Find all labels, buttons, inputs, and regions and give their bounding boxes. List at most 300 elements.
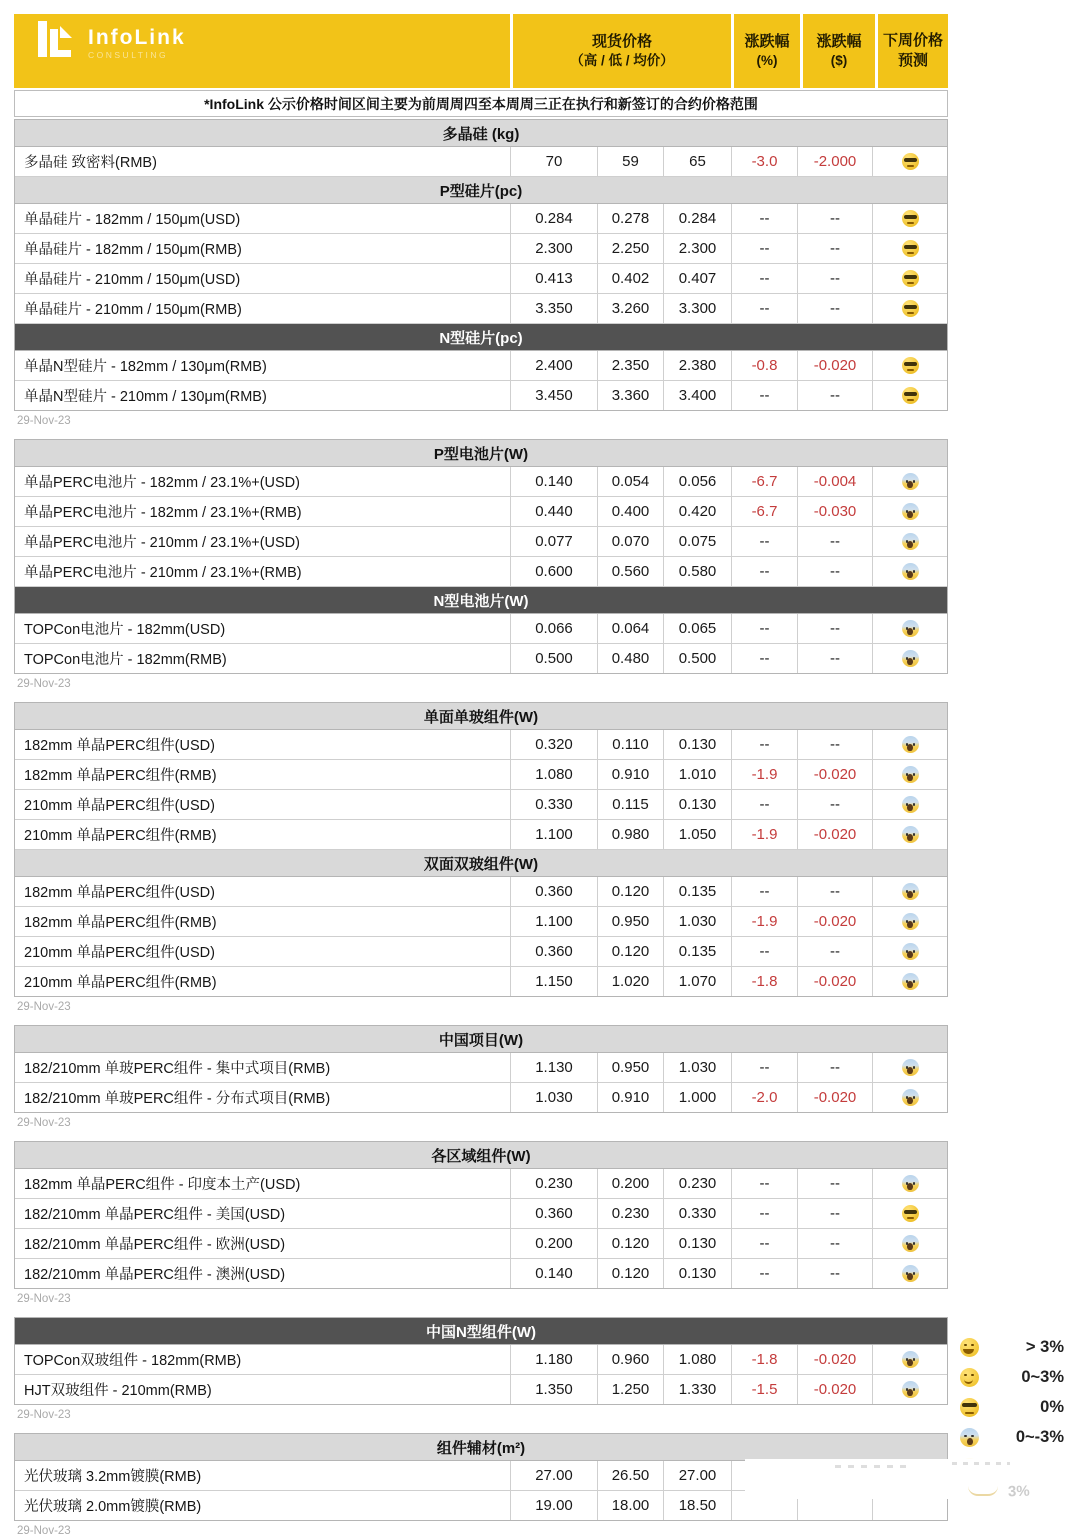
date-label: 29-Nov-23	[17, 1001, 71, 1013]
price-period-note: *InfoLink 公示价格时间区间主要为前周周四至本周周三正在执行和新签订的合约价格范围	[14, 90, 948, 117]
table-row	[15, 790, 947, 820]
change-usd: -0.020	[798, 907, 873, 936]
price-high: 0.500	[511, 644, 598, 673]
date-label: 29-Nov-23	[17, 1525, 71, 1537]
section-header: 中国N型组件(W)	[15, 1318, 947, 1345]
price-table-block	[14, 1317, 948, 1421]
forecast-cell	[873, 1083, 947, 1112]
section-header: N型硅片(pc)	[15, 324, 947, 351]
forecast-cell	[873, 381, 947, 410]
brand-subtitle: CONSULTING	[88, 49, 169, 60]
product-label: 182mm 单晶PERC组件(RMB)	[15, 760, 511, 789]
forecast-cool-icon	[902, 387, 919, 404]
forecast-cool-icon	[902, 1205, 919, 1222]
change-usd: --	[798, 264, 873, 293]
table-row	[15, 907, 947, 937]
product-label: 182mm 单晶PERC组件 - 印度本土产(USD)	[15, 1169, 511, 1198]
product-label: 光伏玻璃 2.0mm镀膜(RMB)	[15, 1491, 511, 1520]
change-pct: --	[732, 527, 798, 556]
change-usd: -0.030	[798, 497, 873, 526]
product-label: TOPCon电池片 - 182mm(RMB)	[15, 644, 511, 673]
forecast-cell	[873, 147, 947, 176]
forecast-cool-icon	[902, 153, 919, 170]
change-pct: -1.9	[732, 820, 798, 849]
price-high: 2.400	[511, 351, 598, 380]
table-row	[15, 820, 947, 850]
legend-item	[960, 1422, 1070, 1452]
forecast-scream-icon	[902, 913, 919, 930]
forecast-cell	[873, 204, 947, 233]
price-low: 0.115	[598, 790, 664, 819]
forecast-scream-icon	[902, 650, 919, 667]
price-avg: 0.500	[664, 644, 732, 673]
product-label: 单晶硅片 - 182mm / 150μm(USD)	[15, 204, 511, 233]
table-row	[15, 730, 947, 760]
price-avg: 1.080	[664, 1345, 732, 1374]
change-usd: --	[798, 790, 873, 819]
date-label: 29-Nov-23	[17, 1293, 71, 1305]
price-avg: 1.330	[664, 1375, 732, 1404]
change-pct: --	[732, 1053, 798, 1082]
change-usd: --	[798, 234, 873, 263]
price-low: 0.120	[598, 937, 664, 966]
change-pct: --	[732, 1229, 798, 1258]
price-avg: 0.130	[664, 790, 732, 819]
erased-text-fragment: 3%	[1007, 1482, 1030, 1501]
forecast-cell	[873, 1375, 947, 1404]
change-usd: --	[798, 937, 873, 966]
price-low: 0.400	[598, 497, 664, 526]
product-label: 单晶硅片 - 182mm / 150μm(RMB)	[15, 234, 511, 263]
table-row	[15, 557, 947, 587]
change-pct: --	[732, 234, 798, 263]
price-low: 0.960	[598, 1345, 664, 1374]
table-row	[15, 264, 947, 294]
forecast-scream-icon	[902, 943, 919, 960]
forecast-cell	[873, 351, 947, 380]
section-header: 中国项目(W)	[15, 1026, 947, 1053]
forecast-cell	[873, 967, 947, 996]
forecast-scream-icon	[902, 1059, 919, 1076]
product-label: 多晶硅 致密料(RMB)	[15, 147, 511, 176]
forecast-cell	[873, 1259, 947, 1288]
legend-label: 0~3%	[1021, 1367, 1064, 1386]
price-avg: 18.50	[664, 1491, 732, 1520]
price-high: 70	[511, 147, 598, 176]
section-header: 多晶硅 (kg)	[15, 120, 947, 147]
change-usd: --	[798, 730, 873, 759]
price-avg: 1.030	[664, 907, 732, 936]
price-high: 0.066	[511, 614, 598, 643]
legend-label: 0~-3%	[1015, 1427, 1064, 1446]
price-table	[14, 702, 948, 997]
change-pct: --	[732, 937, 798, 966]
change-usd-unit: ($)	[830, 53, 848, 68]
product-label: 单晶硅片 - 210mm / 150μm(USD)	[15, 264, 511, 293]
forecast-scream-icon	[902, 1175, 919, 1192]
price-avg: 1.030	[664, 1053, 732, 1082]
section-header: P型电池片(W)	[15, 440, 947, 467]
price-avg: 1.000	[664, 1083, 732, 1112]
change-pct: -6.7	[732, 467, 798, 496]
column-header-forecast	[878, 14, 948, 88]
product-label: 210mm 单晶PERC组件(RMB)	[15, 820, 511, 849]
forecast-cell	[873, 467, 947, 496]
product-label: 单晶PERC电池片 - 210mm / 23.1%+(USD)	[15, 527, 511, 556]
price-avg: 0.284	[664, 204, 732, 233]
change-usd: -2.000	[798, 147, 873, 176]
change-pct: -6.7	[732, 497, 798, 526]
price-table	[14, 1025, 948, 1113]
forecast-cool-icon	[902, 210, 919, 227]
price-low: 0.110	[598, 730, 664, 759]
table-row	[15, 204, 947, 234]
price-low: 0.980	[598, 820, 664, 849]
price-high: 0.413	[511, 264, 598, 293]
price-table	[14, 119, 948, 411]
scream-emoji-icon	[960, 1428, 979, 1447]
table-row	[15, 877, 947, 907]
change-usd: --	[798, 1199, 873, 1228]
product-label: 182mm 单晶PERC组件(USD)	[15, 730, 511, 759]
forecast-scream-icon	[902, 1235, 919, 1252]
price-low: 0.950	[598, 907, 664, 936]
change-pct: --	[732, 204, 798, 233]
product-label: 光伏玻璃 3.2mm镀膜(RMB)	[15, 1461, 511, 1490]
price-high: 1.080	[511, 760, 598, 789]
price-low: 3.360	[598, 381, 664, 410]
price-high: 3.450	[511, 381, 598, 410]
erased-area	[955, 1455, 1080, 1477]
product-label: 210mm 单晶PERC组件(RMB)	[15, 967, 511, 996]
legend-label: > 3%	[1025, 1337, 1064, 1356]
section-header: N型电池片(W)	[15, 587, 947, 614]
forecast-cell	[873, 557, 947, 586]
price-avg: 1.050	[664, 820, 732, 849]
price-high: 0.077	[511, 527, 598, 556]
price-high: 0.284	[511, 204, 598, 233]
forecast-scream-icon	[902, 1351, 919, 1368]
price-avg: 0.130	[664, 1229, 732, 1258]
price-avg: 1.010	[664, 760, 732, 789]
price-low: 1.020	[598, 967, 664, 996]
table-row	[15, 760, 947, 790]
table-row	[15, 381, 947, 410]
section-header: 组件辅材(m²)	[15, 1434, 947, 1461]
price-low: 0.054	[598, 467, 664, 496]
price-high: 1.130	[511, 1053, 598, 1082]
forecast-title-line2: 预测	[897, 52, 928, 69]
forecast-cell	[873, 877, 947, 906]
forecast-scream-icon	[902, 620, 919, 637]
product-label: TOPCon双玻组件 - 182mm(RMB)	[15, 1345, 511, 1374]
price-low: 0.950	[598, 1053, 664, 1082]
change-usd: -0.020	[798, 351, 873, 380]
table-row	[15, 1229, 947, 1259]
price-avg: 2.380	[664, 351, 732, 380]
section-header: 各区域组件(W)	[15, 1142, 947, 1169]
forecast-cell	[873, 1345, 947, 1374]
product-label: 210mm 单晶PERC组件(USD)	[15, 937, 511, 966]
table-row	[15, 1169, 947, 1199]
price-avg: 0.065	[664, 614, 732, 643]
forecast-cell	[873, 614, 947, 643]
price-high: 2.300	[511, 234, 598, 263]
price-high: 0.360	[511, 1199, 598, 1228]
spot-price-title: 现货价格	[591, 33, 652, 50]
forecast-scream-icon	[902, 473, 919, 490]
legend-item	[960, 1362, 1070, 1392]
price-avg: 0.580	[664, 557, 732, 586]
price-high: 3.350	[511, 294, 598, 323]
price-avg: 0.130	[664, 730, 732, 759]
change-usd: -0.020	[798, 760, 873, 789]
forecast-cell	[873, 760, 947, 789]
price-high: 1.180	[511, 1345, 598, 1374]
price-low: 0.070	[598, 527, 664, 556]
change-usd: -0.020	[798, 1375, 873, 1404]
change-pct: --	[732, 1259, 798, 1288]
table-blocks	[14, 119, 948, 1537]
product-label: HJT双玻组件 - 210mm(RMB)	[15, 1375, 511, 1404]
change-usd: --	[798, 294, 873, 323]
table-row	[15, 1375, 947, 1404]
price-low: 0.910	[598, 1083, 664, 1112]
cool-emoji-icon	[960, 1398, 979, 1417]
table-row	[15, 937, 947, 967]
price-low: 26.50	[598, 1461, 664, 1490]
section-header: P型硅片(pc)	[15, 177, 947, 204]
price-high: 0.200	[511, 1229, 598, 1258]
change-pct: -1.8	[732, 1345, 798, 1374]
price-low: 0.230	[598, 1199, 664, 1228]
forecast-title-line1: 下周价格	[882, 32, 943, 49]
change-usd: --	[798, 1169, 873, 1198]
price-low: 0.120	[598, 1259, 664, 1288]
table-row	[15, 644, 947, 673]
price-high: 0.140	[511, 467, 598, 496]
price-high: 0.320	[511, 730, 598, 759]
price-table-block	[14, 1025, 948, 1129]
change-usd: --	[798, 614, 873, 643]
change-pct: -1.8	[732, 967, 798, 996]
price-high: 0.360	[511, 937, 598, 966]
change-pct: -1.5	[732, 1375, 798, 1404]
product-label: 单晶PERC电池片 - 182mm / 23.1%+(USD)	[15, 467, 511, 496]
change-usd: --	[798, 1053, 873, 1082]
price-avg: 3.300	[664, 294, 732, 323]
date-label: 29-Nov-23	[17, 1117, 71, 1129]
change-pct: --	[732, 381, 798, 410]
price-table-block	[14, 439, 948, 690]
section-header: 双面双玻组件(W)	[15, 850, 947, 877]
change-usd: --	[798, 877, 873, 906]
erased-smudge	[835, 1465, 913, 1468]
forecast-cool-icon	[902, 240, 919, 257]
price-avg: 0.075	[664, 527, 732, 556]
price-table-block	[14, 119, 948, 427]
price-table	[14, 1141, 948, 1289]
legend-label: 0%	[1040, 1397, 1064, 1416]
price-high: 0.140	[511, 1259, 598, 1288]
forecast-scream-icon	[902, 533, 919, 550]
product-label: 210mm 单晶PERC组件(USD)	[15, 790, 511, 819]
price-low: 1.250	[598, 1375, 664, 1404]
change-usd: --	[798, 381, 873, 410]
price-low: 0.120	[598, 877, 664, 906]
price-table	[14, 1317, 948, 1405]
price-low: 2.350	[598, 351, 664, 380]
infolink-logo-icon	[34, 18, 78, 69]
change-pct: -3.0	[732, 147, 798, 176]
price-avg: 0.130	[664, 1259, 732, 1288]
column-header-change-pct	[734, 14, 800, 88]
price-avg: 0.407	[664, 264, 732, 293]
forecast-scream-icon	[902, 736, 919, 753]
change-pct: --	[732, 730, 798, 759]
change-pct: --	[732, 1169, 798, 1198]
change-pct: --	[732, 1199, 798, 1228]
forecast-scream-icon	[902, 503, 919, 520]
table-row	[15, 294, 947, 324]
change-usd: --	[798, 644, 873, 673]
forecast-scream-icon	[902, 973, 919, 990]
table-row	[15, 467, 947, 497]
price-sheet	[14, 14, 948, 1537]
price-high: 27.00	[511, 1461, 598, 1490]
table-row	[15, 147, 947, 177]
change-usd: --	[798, 1229, 873, 1258]
price-avg: 65	[664, 147, 732, 176]
price-avg: 0.056	[664, 467, 732, 496]
price-low: 0.402	[598, 264, 664, 293]
forecast-cell	[873, 730, 947, 759]
change-pct: --	[732, 557, 798, 586]
date-label: 29-Nov-23	[17, 415, 71, 427]
price-table-block	[14, 1141, 948, 1305]
forecast-cell	[873, 907, 947, 936]
price-avg: 0.420	[664, 497, 732, 526]
erased-smudge	[952, 1462, 1010, 1465]
forecast-scream-icon	[902, 563, 919, 580]
column-header-spot-price	[513, 14, 731, 88]
product-label: 单晶PERC电池片 - 210mm / 23.1%+(RMB)	[15, 557, 511, 586]
forecast-cell	[873, 1053, 947, 1082]
product-label: 182/210mm 单晶PERC组件 - 澳洲(USD)	[15, 1259, 511, 1288]
forecast-scream-icon	[902, 883, 919, 900]
table-row	[15, 234, 947, 264]
price-avg: 0.330	[664, 1199, 732, 1228]
product-label: TOPCon电池片 - 182mm(USD)	[15, 614, 511, 643]
forecast-cool-icon	[902, 357, 919, 374]
price-high: 1.100	[511, 820, 598, 849]
table-row	[15, 1199, 947, 1229]
price-avg: 2.300	[664, 234, 732, 263]
table-row	[15, 614, 947, 644]
forecast-cell	[873, 1199, 947, 1228]
price-high: 0.330	[511, 790, 598, 819]
price-avg: 3.400	[664, 381, 732, 410]
change-pct: -2.0	[732, 1083, 798, 1112]
table-row	[15, 1345, 947, 1375]
change-pct: -0.8	[732, 351, 798, 380]
change-pct: -1.9	[732, 907, 798, 936]
product-label: 单晶N型硅片 - 182mm / 130μm(RMB)	[15, 351, 511, 380]
price-high: 19.00	[511, 1491, 598, 1520]
change-pct: --	[732, 614, 798, 643]
forecast-cell	[873, 790, 947, 819]
brand-block	[14, 14, 510, 88]
price-avg: 0.135	[664, 937, 732, 966]
change-pct: --	[732, 877, 798, 906]
forecast-cell	[873, 497, 947, 526]
table-row	[15, 1083, 947, 1112]
price-low: 0.064	[598, 614, 664, 643]
price-high: 0.440	[511, 497, 598, 526]
forecast-cool-icon	[902, 300, 919, 317]
change-pct: --	[732, 644, 798, 673]
forecast-scream-icon	[902, 1089, 919, 1106]
price-high: 1.350	[511, 1375, 598, 1404]
price-avg: 0.135	[664, 877, 732, 906]
price-low: 2.250	[598, 234, 664, 263]
change-usd: --	[798, 527, 873, 556]
price-high: 1.150	[511, 967, 598, 996]
change-pct: -1.9	[732, 760, 798, 789]
change-usd: -0.020	[798, 967, 873, 996]
legend-item	[960, 1332, 1070, 1362]
table-row	[15, 1259, 947, 1288]
price-low: 0.480	[598, 644, 664, 673]
forecast-cell	[873, 937, 947, 966]
price-avg: 1.070	[664, 967, 732, 996]
table-row	[15, 527, 947, 557]
change-pct-title: 涨跌幅	[744, 33, 790, 50]
price-low: 0.200	[598, 1169, 664, 1198]
forecast-cell	[873, 234, 947, 263]
table-row	[15, 967, 947, 996]
forecast-scream-icon	[902, 826, 919, 843]
forecast-scream-icon	[902, 1381, 919, 1398]
price-high: 1.100	[511, 907, 598, 936]
change-usd: -0.004	[798, 467, 873, 496]
column-header-change-usd	[803, 14, 875, 88]
product-label: 182mm 单晶PERC组件(USD)	[15, 877, 511, 906]
table-row	[15, 1053, 947, 1083]
table-row	[15, 497, 947, 527]
change-pct-unit: (%)	[756, 53, 778, 68]
price-low: 0.278	[598, 204, 664, 233]
price-avg: 27.00	[664, 1461, 732, 1490]
forecast-scream-icon	[902, 766, 919, 783]
forecast-cell	[873, 1169, 947, 1198]
price-low: 59	[598, 147, 664, 176]
product-label: 182/210mm 单玻PERC组件 - 集中式项目(RMB)	[15, 1053, 511, 1082]
brand-name: InfoLink	[88, 25, 186, 49]
product-label: 单晶PERC电池片 - 182mm / 23.1%+(RMB)	[15, 497, 511, 526]
forecast-cell	[873, 264, 947, 293]
change-pct: --	[732, 790, 798, 819]
price-avg: 0.230	[664, 1169, 732, 1198]
forecast-cell	[873, 1229, 947, 1258]
forecast-cell	[873, 820, 947, 849]
price-low: 0.910	[598, 760, 664, 789]
product-label: 182/210mm 单晶PERC组件 - 美国(USD)	[15, 1199, 511, 1228]
product-label: 182/210mm 单玻PERC组件 - 分布式项目(RMB)	[15, 1083, 511, 1112]
table-header	[14, 14, 948, 88]
forecast-cell	[873, 527, 947, 556]
price-low: 0.560	[598, 557, 664, 586]
